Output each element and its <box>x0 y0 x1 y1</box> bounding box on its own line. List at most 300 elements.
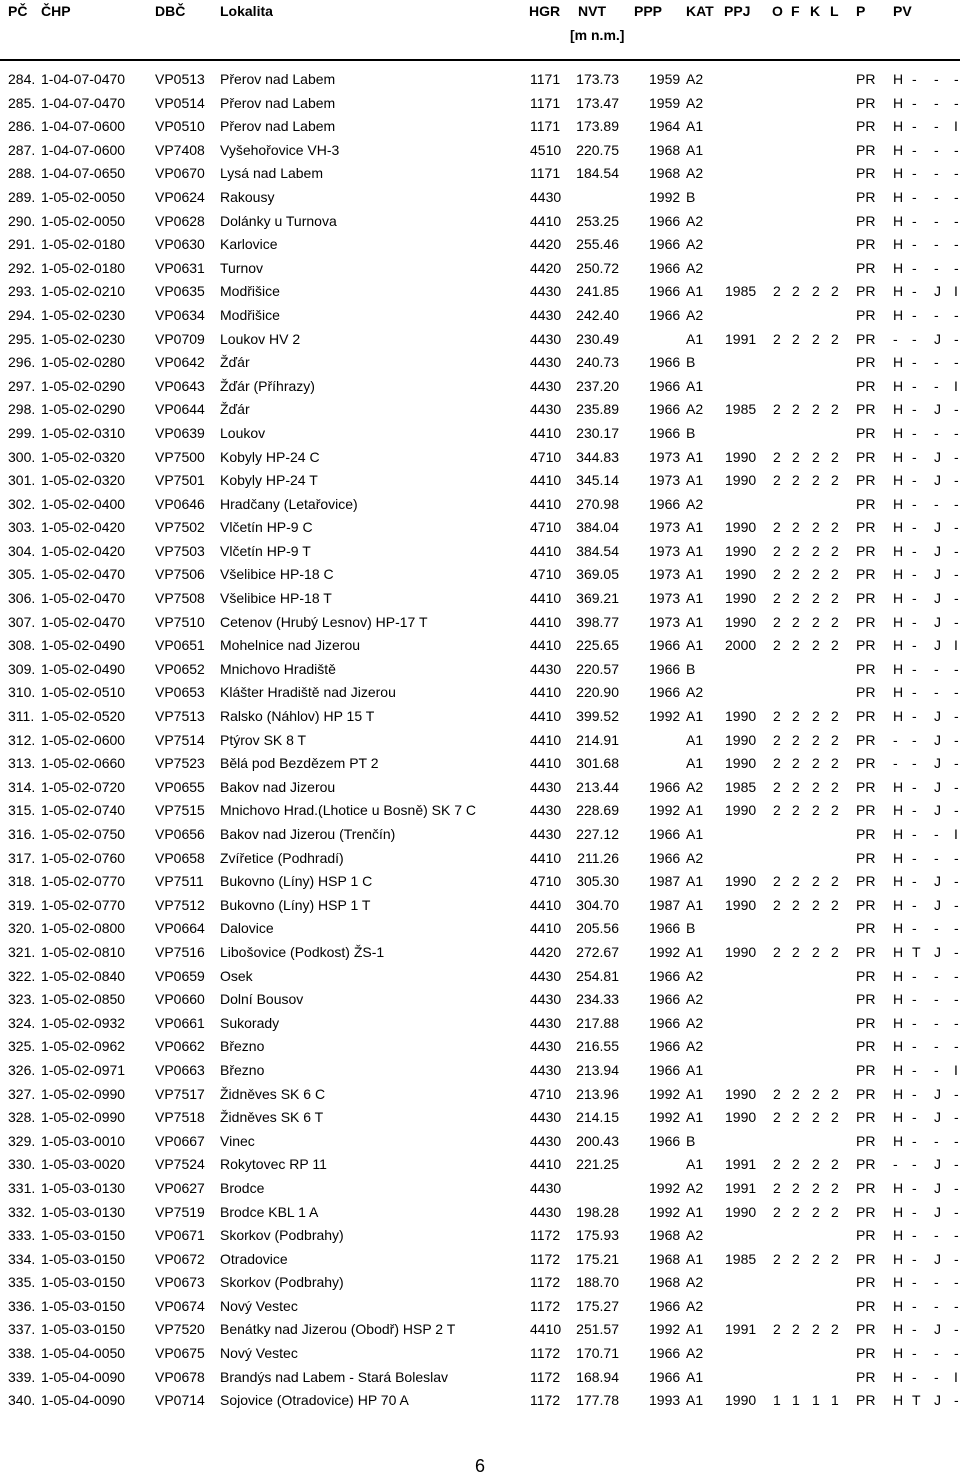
nvt-value: 399.52 <box>576 708 619 725</box>
o-flag: 2 <box>773 778 781 795</box>
pv-flag-3: - <box>934 1038 939 1055</box>
p-code: PR <box>856 755 876 772</box>
locality: Mohelnice nad Jizerou <box>220 637 361 654</box>
p-code: PR <box>856 330 876 347</box>
row-number: 337. <box>8 1321 36 1338</box>
o-flag: 2 <box>773 283 781 300</box>
pv-flag-2: - <box>912 519 917 536</box>
f-flag: 2 <box>792 778 800 795</box>
pv-flag-1: H <box>893 377 904 394</box>
ppp-year: 1973 <box>649 590 681 607</box>
row-number: 318. <box>8 873 36 890</box>
table-row <box>0 563 960 587</box>
row-number: 324. <box>8 1014 36 1031</box>
o-flag: 2 <box>773 330 781 347</box>
ppj-year: 1990 <box>725 566 757 583</box>
k-flag: 2 <box>812 896 820 913</box>
ppp-year: 1987 <box>649 896 681 913</box>
hgr-code: 4420 <box>530 259 562 276</box>
pv-flag-1: H <box>893 1109 904 1126</box>
locality: Březno <box>220 1038 265 1055</box>
table-row <box>0 328 960 352</box>
row-number: 311. <box>8 708 35 725</box>
table-row <box>0 634 960 658</box>
dbc-code: VP7512 <box>155 896 205 913</box>
l-flag: 2 <box>831 943 839 960</box>
pv-flag-2: - <box>912 354 917 371</box>
k-flag: 2 <box>812 519 820 536</box>
pv-flag-1: H <box>893 590 904 607</box>
ppj-year: 1991 <box>725 1179 757 1196</box>
f-flag: 2 <box>792 755 800 772</box>
pv-flag-1: H <box>893 306 904 323</box>
chp-code: 1-05-02-0990 <box>41 1109 126 1126</box>
l-flag: 2 <box>831 755 839 772</box>
locality: Žďár (Příhrazy) <box>220 377 315 394</box>
pv-flag-2: - <box>912 118 917 135</box>
chp-code: 1-05-02-0050 <box>41 188 126 205</box>
ppj-year: 1990 <box>725 613 757 630</box>
pv-flag-3: - <box>934 920 939 937</box>
pv-flag-2: - <box>912 1156 917 1173</box>
ppp-year: 1973 <box>649 472 681 489</box>
o-flag: 2 <box>773 896 781 913</box>
locality: Rakousy <box>220 188 275 205</box>
pv-flag-3: - <box>934 212 939 229</box>
f-flag: 1 <box>792 1392 800 1409</box>
hgr-code: 4430 <box>530 306 562 323</box>
pv-flag-1: - <box>893 330 898 347</box>
pv-flag-1: H <box>893 637 904 654</box>
nvt-value: 220.90 <box>576 684 619 701</box>
hgr-code: 4430 <box>530 991 562 1008</box>
kat-category: A1 <box>686 731 704 748</box>
table-row <box>0 493 960 517</box>
hgr-code: 4710 <box>530 873 562 890</box>
nvt-value: 220.75 <box>576 141 619 158</box>
chp-code: 1-05-03-0130 <box>41 1179 126 1196</box>
locality: Brandýs nad Labem - Stará Boleslav <box>220 1368 449 1385</box>
dbc-code: VP0658 <box>155 849 205 866</box>
table-row <box>0 941 960 965</box>
header-p: P <box>856 3 866 19</box>
pv-flag-2: - <box>912 306 917 323</box>
pv-flag-2: - <box>912 637 917 654</box>
ppp-year: 1987 <box>649 873 681 890</box>
ppp-year: 1966 <box>649 401 681 418</box>
dbc-code: VP7502 <box>155 519 205 536</box>
kat-category: A2 <box>686 1014 704 1031</box>
pv-flag-1: - <box>893 1156 898 1173</box>
p-code: PR <box>856 519 876 536</box>
row-number: 285. <box>8 94 36 111</box>
locality: Žďár <box>220 354 250 371</box>
pv-flag-4: - <box>954 1345 959 1362</box>
chp-code: 1-05-02-0750 <box>41 826 126 842</box>
f-flag: 2 <box>792 1203 800 1220</box>
row-number: 286. <box>8 118 36 135</box>
nvt-value: 173.73 <box>576 71 619 87</box>
page-number: 6 <box>474 1456 485 1476</box>
dbc-code: VP7519 <box>155 1203 205 1220</box>
table-row <box>0 917 960 941</box>
p-code: PR <box>856 472 876 489</box>
f-flag: 2 <box>792 896 800 913</box>
dbc-code: VP7524 <box>155 1156 205 1173</box>
locality: Židněves SK 6 C <box>220 1085 326 1102</box>
pv-flag-2: - <box>912 755 917 772</box>
pv-flag-2: - <box>912 94 917 111</box>
table-row <box>0 257 960 281</box>
ppj-year: 1991 <box>725 1156 757 1173</box>
pv-flag-4: - <box>954 495 959 512</box>
locality: Loukov <box>220 424 266 441</box>
l-flag: 2 <box>831 1321 839 1338</box>
pv-flag-1: H <box>893 118 904 135</box>
chp-code: 1-05-03-0150 <box>41 1297 126 1314</box>
locality: Ptýrov SK 8 T <box>220 731 307 748</box>
p-code: PR <box>856 849 876 866</box>
l-flag: 2 <box>831 1085 839 1102</box>
pv-flag-1: H <box>893 401 904 418</box>
pv-flag-1: H <box>893 684 904 701</box>
nvt-value: 228.69 <box>576 802 619 819</box>
kat-category: A1 <box>686 637 704 654</box>
ppp-year: 1966 <box>649 1345 681 1362</box>
pv-flag-4: - <box>954 991 959 1008</box>
nvt-value: 213.94 <box>576 1061 619 1078</box>
pv-flag-2: - <box>912 1179 917 1196</box>
pv-flag-1: H <box>893 1345 904 1362</box>
locality: Skorkov (Podbrahy) <box>220 1274 344 1291</box>
nvt-value: 369.21 <box>576 590 619 607</box>
row-number: 294. <box>8 306 36 323</box>
ppj-year: 1990 <box>725 708 757 725</box>
pv-flag-1: H <box>893 849 904 866</box>
ppp-year: 1973 <box>649 613 681 630</box>
locality: Skorkov (Podbrahy) <box>220 1227 344 1244</box>
table-row <box>0 705 960 729</box>
p-code: PR <box>856 1227 876 1244</box>
nvt-value: 398.77 <box>576 613 619 630</box>
pv-flag-1: H <box>893 165 904 182</box>
o-flag: 2 <box>773 519 781 536</box>
table-row <box>0 115 960 139</box>
table-row <box>0 469 960 493</box>
locality: Přerov nad Labem <box>220 118 336 135</box>
pv-flag-4: - <box>954 212 959 229</box>
table-row <box>0 1389 960 1413</box>
row-number: 287. <box>8 141 36 158</box>
header-nvt: NVT <box>578 3 606 19</box>
p-code: PR <box>856 873 876 890</box>
pv-flag-3: J <box>934 708 941 725</box>
o-flag: 1 <box>773 1392 781 1409</box>
k-flag: 2 <box>812 401 820 418</box>
table-row <box>0 1318 960 1342</box>
pv-flag-2: - <box>912 1297 917 1314</box>
f-flag: 2 <box>792 472 800 489</box>
p-code: PR <box>856 637 876 654</box>
pv-flag-2: - <box>912 141 917 158</box>
table-row <box>0 823 960 847</box>
pv-flag-2: - <box>912 283 917 300</box>
table-row <box>0 375 960 399</box>
kat-category: A2 <box>686 778 704 795</box>
ppj-year: 1990 <box>725 448 757 465</box>
pv-flag-3: J <box>934 637 941 654</box>
pv-flag-1: H <box>893 943 904 960</box>
pv-flag-1: H <box>893 1250 904 1267</box>
pv-flag-1: H <box>893 1321 904 1338</box>
pv-flag-1: H <box>893 188 904 205</box>
pv-flag-1: H <box>893 519 904 536</box>
chp-code: 1-04-07-0470 <box>41 71 126 87</box>
nvt-value: 230.17 <box>576 424 619 441</box>
nvt-value: 214.15 <box>576 1109 619 1126</box>
nvt-value: 221.25 <box>576 1156 619 1173</box>
table-row <box>0 1271 960 1295</box>
chp-code: 1-05-02-0470 <box>41 590 126 607</box>
l-flag: 2 <box>831 566 839 583</box>
ppj-year: 1991 <box>725 330 757 347</box>
ppp-year: 1966 <box>649 967 681 984</box>
table-row <box>0 587 960 611</box>
k-flag: 2 <box>812 802 820 819</box>
pv-flag-4: I <box>954 1061 958 1078</box>
kat-category: B <box>686 354 696 371</box>
pv-flag-3: - <box>934 259 939 276</box>
p-code: PR <box>856 731 876 748</box>
header-hgr: HGR <box>529 3 561 19</box>
chp-code: 1-05-03-0150 <box>41 1274 126 1291</box>
p-code: PR <box>856 1321 876 1338</box>
pv-flag-4: - <box>954 755 959 772</box>
locality: Lysá nad Labem <box>220 165 323 182</box>
ppp-year: 1992 <box>649 1203 681 1220</box>
locality: Zvířetice (Podhradí) <box>220 849 344 866</box>
locality: Mnichovo Hradiště <box>220 660 336 677</box>
nvt-value: 250.72 <box>576 259 619 276</box>
pv-flag-1: H <box>893 1014 904 1031</box>
f-flag: 2 <box>792 519 800 536</box>
kat-category: A2 <box>686 259 704 276</box>
pv-flag-4: - <box>954 873 959 890</box>
ppp-year: 1966 <box>649 1297 681 1314</box>
hgr-code: 4430 <box>530 1038 562 1055</box>
kat-category: A1 <box>686 943 704 960</box>
nvt-value: 225.65 <box>576 637 619 654</box>
kat-category: A2 <box>686 1274 704 1291</box>
k-flag: 2 <box>812 1179 820 1196</box>
hgr-code: 4430 <box>530 354 562 371</box>
kat-category: A1 <box>686 330 704 347</box>
k-flag: 2 <box>812 330 820 347</box>
k-flag: 2 <box>812 731 820 748</box>
hgr-code: 1171 <box>530 165 561 182</box>
ppp-year: 1966 <box>649 259 681 276</box>
dbc-code: VP0631 <box>155 259 205 276</box>
pv-flag-1: - <box>893 755 898 772</box>
pv-flag-2: - <box>912 448 917 465</box>
table-body <box>0 68 960 1413</box>
o-flag: 2 <box>773 613 781 630</box>
pv-flag-2: - <box>912 566 917 583</box>
pv-flag-2: - <box>912 424 917 441</box>
f-flag: 2 <box>792 542 800 559</box>
ppp-year: 1992 <box>649 802 681 819</box>
chp-code: 1-04-07-0600 <box>41 141 126 158</box>
ppp-year: 1992 <box>649 1085 681 1102</box>
ppp-year: 1966 <box>649 283 681 300</box>
nvt-value: 220.57 <box>576 660 619 677</box>
chp-code: 1-05-02-0210 <box>41 283 126 300</box>
p-code: PR <box>856 684 876 701</box>
pv-flag-4: - <box>954 1392 959 1409</box>
pv-flag-3: J <box>934 943 941 960</box>
l-flag: 2 <box>831 1179 839 1196</box>
kat-category: A2 <box>686 306 704 323</box>
ppj-year: 1990 <box>725 802 757 819</box>
hgr-code: 4410 <box>530 920 562 937</box>
kat-category: A1 <box>686 590 704 607</box>
locality: Bukovno (Líny) HSP 1 T <box>220 896 371 913</box>
chp-code: 1-05-03-0130 <box>41 1203 126 1220</box>
table-row <box>0 92 960 116</box>
pv-flag-4: - <box>954 71 959 87</box>
p-code: PR <box>856 259 876 276</box>
chp-code: 1-05-02-0470 <box>41 613 126 630</box>
nvt-value: 170.71 <box>576 1345 619 1362</box>
kat-category: A1 <box>686 1250 704 1267</box>
row-number: 319. <box>8 896 36 913</box>
dbc-code: VP0646 <box>155 495 205 512</box>
row-number: 339. <box>8 1368 36 1385</box>
l-flag: 1 <box>831 1392 839 1409</box>
table-row <box>0 752 960 776</box>
table-row <box>0 1295 960 1319</box>
pv-flag-4: - <box>954 472 959 489</box>
table-row <box>0 1201 960 1225</box>
ppp-year: 1973 <box>649 566 681 583</box>
table-row <box>0 799 960 823</box>
f-flag: 2 <box>792 401 800 418</box>
row-number: 297. <box>8 377 36 394</box>
locality: Rokytovec RP 11 <box>220 1156 327 1173</box>
nvt-value: 173.47 <box>576 94 619 111</box>
o-flag: 2 <box>773 566 781 583</box>
pv-flag-2: - <box>912 708 917 725</box>
o-flag: 2 <box>773 731 781 748</box>
table-row <box>0 1366 960 1390</box>
o-flag: 2 <box>773 1156 781 1173</box>
nvt-value: 253.25 <box>576 212 619 229</box>
locality: Karlovice <box>220 236 278 253</box>
pv-flag-4: - <box>954 1274 959 1291</box>
table-row <box>0 1153 960 1177</box>
nvt-value: 205.56 <box>576 920 619 937</box>
dbc-code: VP0634 <box>155 306 205 323</box>
pv-flag-4: - <box>954 920 959 937</box>
header-ppp: PPP <box>634 3 663 19</box>
ppj-year: 1985 <box>725 1250 757 1267</box>
ppj-year: 1990 <box>725 519 757 536</box>
dbc-code: VP7513 <box>155 708 205 725</box>
pv-flag-2: - <box>912 542 917 559</box>
dbc-code: VP7518 <box>155 1109 205 1126</box>
hgr-code: 1172 <box>530 1274 561 1291</box>
chp-code: 1-04-07-0600 <box>41 118 126 135</box>
hgr-code: 4710 <box>530 519 562 536</box>
hgr-code: 4430 <box>530 283 562 300</box>
table-row <box>0 729 960 753</box>
pv-flag-2: - <box>912 330 917 347</box>
l-flag: 2 <box>831 778 839 795</box>
row-number: 336. <box>8 1297 36 1314</box>
p-code: PR <box>856 495 876 512</box>
table-row <box>0 1035 960 1059</box>
pv-flag-4: - <box>954 849 959 866</box>
chp-code: 1-05-02-0520 <box>41 708 126 725</box>
row-number: 308. <box>8 637 36 654</box>
kat-category: A2 <box>686 849 704 866</box>
ppp-year: 1966 <box>649 684 681 701</box>
pv-flag-1: H <box>893 1085 904 1102</box>
pv-flag-1: H <box>893 424 904 441</box>
chp-code: 1-05-02-0971 <box>41 1061 126 1078</box>
pv-flag-4: - <box>954 896 959 913</box>
chp-code: 1-05-02-0180 <box>41 259 126 276</box>
table-row <box>0 1130 960 1154</box>
f-flag: 2 <box>792 1109 800 1126</box>
k-flag: 2 <box>812 1321 820 1338</box>
pv-flag-4: - <box>954 731 959 748</box>
pv-flag-2: - <box>912 731 917 748</box>
nvt-value: 301.68 <box>576 755 619 772</box>
kat-category: B <box>686 660 696 677</box>
o-flag: 2 <box>773 873 781 890</box>
p-code: PR <box>856 613 876 630</box>
l-flag: 2 <box>831 873 839 890</box>
pv-flag-3: J <box>934 448 941 465</box>
kat-category: A1 <box>686 1085 704 1102</box>
k-flag: 2 <box>812 472 820 489</box>
hgr-code: 4410 <box>530 212 562 229</box>
pv-flag-4: - <box>954 236 959 253</box>
row-number: 321. <box>8 943 36 960</box>
ppj-year: 1990 <box>725 542 757 559</box>
ppp-year: 1973 <box>649 448 681 465</box>
hgr-code: 4430 <box>530 1132 562 1149</box>
pv-flag-1: H <box>893 991 904 1008</box>
pv-flag-3: J <box>934 778 941 795</box>
dbc-code: VP0652 <box>155 660 205 677</box>
nvt-value: 175.93 <box>576 1227 619 1244</box>
kat-category: A1 <box>686 542 704 559</box>
chp-code: 1-05-02-0290 <box>41 377 126 394</box>
pv-flag-4: - <box>954 967 959 984</box>
pv-flag-1: H <box>893 873 904 890</box>
k-flag: 2 <box>812 566 820 583</box>
chp-code: 1-05-02-0962 <box>41 1038 126 1055</box>
table-row <box>0 304 960 328</box>
pv-flag-3: J <box>934 519 941 536</box>
hgr-code: 4410 <box>530 542 562 559</box>
kat-category: A1 <box>686 519 704 536</box>
l-flag: 2 <box>831 472 839 489</box>
o-flag: 2 <box>773 542 781 559</box>
f-flag: 2 <box>792 708 800 725</box>
